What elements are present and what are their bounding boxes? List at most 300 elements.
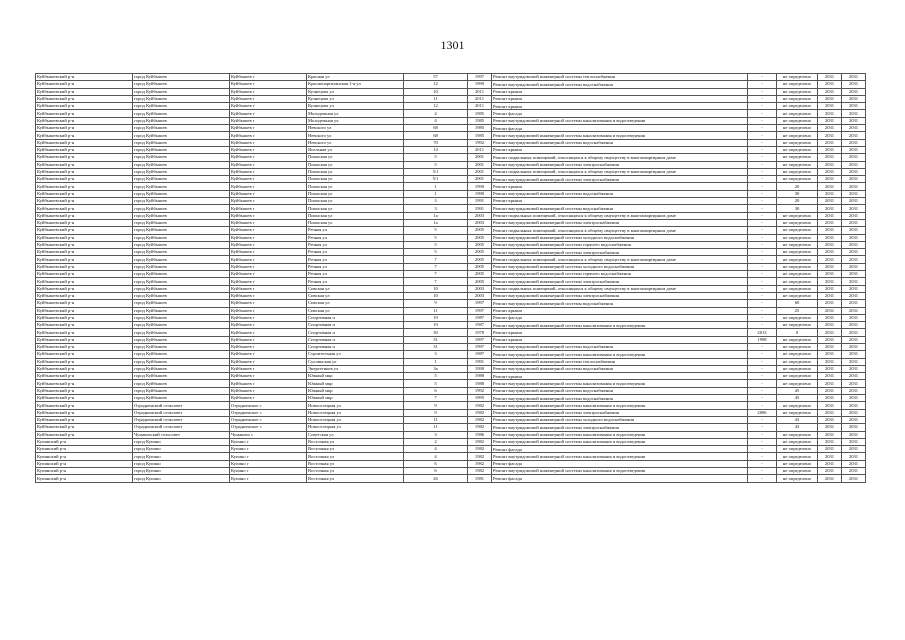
house-cell: 4 xyxy=(404,117,468,124)
municipality-cell: город Куйбышев xyxy=(133,183,230,190)
last-repair-cell: - xyxy=(748,198,777,205)
plan-end-cell: 2031 xyxy=(842,125,866,132)
house-cell: 5 xyxy=(404,241,468,248)
table-row xyxy=(36,139,866,146)
wear-cell: не определено xyxy=(777,103,818,110)
last-repair-cell: - xyxy=(748,351,777,358)
house-cell: 5 xyxy=(404,161,468,168)
plan-end-cell: 2031 xyxy=(842,271,866,278)
table-row xyxy=(36,424,866,431)
district-cell: Куйбышевский р-н xyxy=(36,227,133,234)
district-cell: Куйбышевский р-н xyxy=(36,117,133,124)
house-cell: 14 xyxy=(404,146,468,153)
year-built-cell: 1988 xyxy=(468,380,492,387)
table-row xyxy=(36,300,866,307)
district-cell: Куйбышевский р-н xyxy=(36,168,133,175)
work-type-cell: Ремонт подвальных помещений, относящихся к общему имуществу в многоквартирном доме xyxy=(492,154,748,161)
district-cell: Куйбышевский р-н xyxy=(36,198,133,205)
work-type-cell: Ремонт внутридомовой инженерной системы электроснабжения xyxy=(492,161,748,168)
year-built-cell: 1985 xyxy=(468,110,492,117)
table-row xyxy=(36,146,866,153)
work-type-cell: Ремонт крыши xyxy=(492,183,748,190)
last-repair-cell: - xyxy=(748,183,777,190)
plan-end-cell: 2031 xyxy=(842,409,866,416)
house-cell: 68 xyxy=(404,125,468,132)
street-cell: Пионская ул xyxy=(307,154,404,161)
work-type-cell: Ремонт крыши xyxy=(492,336,748,343)
plan-end-cell: 2031 xyxy=(842,285,866,292)
district-cell: Куйбышевский р-н xyxy=(36,139,133,146)
house-cell: 7 xyxy=(404,395,468,402)
plan-start-cell: 2031 xyxy=(818,343,842,350)
district-cell: Купинский р-н xyxy=(36,446,133,453)
year-built-cell: 1997 xyxy=(468,336,492,343)
municipality-cell: город Купино xyxy=(133,475,230,482)
work-type-cell: Ремонт внутридомовой инженерной системы электроснабжения xyxy=(492,278,748,285)
work-type-cell: Ремонт внутридомовой инженерной системы электроснабжения xyxy=(492,176,748,183)
municipality-cell: город Куйбышев xyxy=(133,110,230,117)
district-cell: Куйбышевский р-н xyxy=(36,110,133,117)
settlement-cell: Купино г xyxy=(230,460,307,467)
last-repair-cell: - xyxy=(748,212,777,219)
settlement-cell: Куйбышев г xyxy=(230,88,307,95)
municipality-cell: город Куйбышев xyxy=(133,161,230,168)
last-repair-cell: - xyxy=(748,438,777,445)
municipality-cell: город Куйбышев xyxy=(133,387,230,394)
wear-cell: 43 xyxy=(777,424,818,431)
district-cell: Куйбышевский р-н xyxy=(36,292,133,299)
wear-cell: не определено xyxy=(777,380,818,387)
wear-cell: не определено xyxy=(777,322,818,329)
settlement-cell: Купино г xyxy=(230,438,307,445)
settlement-cell: Куйбышев г xyxy=(230,227,307,234)
settlement-cell: Куйбышев г xyxy=(230,358,307,365)
last-repair-cell: - xyxy=(748,395,777,402)
last-repair-cell: - xyxy=(748,373,777,380)
district-cell: Куйбышевский р-н xyxy=(36,74,133,81)
year-built-cell: 1992 xyxy=(468,139,492,146)
last-repair-cell: - xyxy=(748,307,777,314)
settlement-cell: Куйбышев г xyxy=(230,183,307,190)
table-row xyxy=(36,278,866,285)
municipality-cell: Отрадненский сельсовет xyxy=(133,402,230,409)
wear-cell: не определено xyxy=(777,285,818,292)
house-cell: 3а xyxy=(404,365,468,372)
plan-end-cell: 2031 xyxy=(842,322,866,329)
table-row xyxy=(36,358,866,365)
year-built-cell: 1982 xyxy=(468,402,492,409)
municipality-cell: город Куйбышев xyxy=(133,329,230,336)
settlement-cell: Отрадненское с xyxy=(230,416,307,423)
municipality-cell: город Куйбышев xyxy=(133,307,230,314)
plan-start-cell: 2031 xyxy=(818,336,842,343)
work-type-cell: Ремонт крыши xyxy=(492,329,748,336)
settlement-cell: Куйбышев г xyxy=(230,139,307,146)
settlement-cell: Куйбышев г xyxy=(230,103,307,110)
work-type-cell: Ремонт внутридомовой инженерной системы канализования и водоотведения xyxy=(492,431,748,438)
plan-end-cell: 2031 xyxy=(842,234,866,241)
page-number: 1301 xyxy=(440,38,465,52)
work-type-cell: Ремонт внутридомовой инженерной системы горячего водоснабжения xyxy=(492,241,748,248)
year-built-cell: 2001 xyxy=(468,168,492,175)
plan-start-cell: 2031 xyxy=(818,81,842,88)
wear-cell: не определено xyxy=(777,402,818,409)
house-cell: 68 xyxy=(404,132,468,139)
last-repair-cell: - xyxy=(748,139,777,146)
street-cell: Пионская ул xyxy=(307,176,404,183)
last-repair-cell: - xyxy=(748,103,777,110)
settlement-cell: Куйбышев г xyxy=(230,168,307,175)
district-cell: Куйбышевский р-н xyxy=(36,409,133,416)
settlement-cell: Куйбышев г xyxy=(230,95,307,102)
municipality-cell: город Куйбышев xyxy=(133,81,230,88)
wear-cell: 30 xyxy=(777,190,818,197)
last-repair-cell: - xyxy=(748,95,777,102)
wear-cell: не определено xyxy=(777,154,818,161)
plan-start-cell: 2031 xyxy=(818,183,842,190)
house-cell: 3 xyxy=(404,205,468,212)
district-cell: Куйбышевский р-н xyxy=(36,154,133,161)
work-type-cell: Ремонт внутридомовой инженерной системы водоснабжения xyxy=(492,139,748,146)
year-built-cell: 2003 xyxy=(468,285,492,292)
street-cell: Южный мкр xyxy=(307,395,404,402)
plan-start-cell: 2031 xyxy=(818,453,842,460)
street-cell: Сивская ул xyxy=(307,292,404,299)
settlement-cell: Куйбышев г xyxy=(230,387,307,394)
last-repair-cell: - xyxy=(748,285,777,292)
year-built-cell: 2003 xyxy=(468,292,492,299)
plan-end-cell: 2031 xyxy=(842,190,866,197)
municipality-cell: город Куйбышев xyxy=(133,205,230,212)
house-cell: 12 xyxy=(404,81,468,88)
last-repair-cell: - xyxy=(748,190,777,197)
municipality-cell: город Куйбышев xyxy=(133,198,230,205)
wear-cell: не определено xyxy=(777,431,818,438)
wear-cell: не определено xyxy=(777,351,818,358)
district-cell: Куйбышевский р-н xyxy=(36,329,133,336)
settlement-cell: Куйбышев г xyxy=(230,351,307,358)
last-repair-cell: - xyxy=(748,343,777,350)
work-type-cell: Ремонт внутридомовой инженерной системы канализования и водоотведения xyxy=(492,380,748,387)
plan-start-cell: 2031 xyxy=(818,431,842,438)
wear-cell: не определено xyxy=(777,292,818,299)
settlement-cell: Куйбышев г xyxy=(230,365,307,372)
municipality-cell: город Куйбышев xyxy=(133,103,230,110)
work-type-cell: Ремонт внутридомовой инженерной системы водоснабжения xyxy=(492,365,748,372)
street-cell: Речная ул xyxy=(307,271,404,278)
last-repair-cell: - xyxy=(748,453,777,460)
table-row xyxy=(36,373,866,380)
district-cell: Куйбышевский р-н xyxy=(36,395,133,402)
plan-start-cell: 2031 xyxy=(818,256,842,263)
last-repair-cell: - xyxy=(748,365,777,372)
plan-end-cell: 2031 xyxy=(842,263,866,270)
street-cell: Сивская ул xyxy=(307,300,404,307)
work-type-cell: Ремонт внутридомовой инженерной системы теплоснабжения xyxy=(492,74,748,81)
work-type-cell: Ремонт крыши xyxy=(492,146,748,153)
plan-end-cell: 2031 xyxy=(842,446,866,453)
street-cell: Речная ул xyxy=(307,227,404,234)
work-type-cell: Ремонт внутридомовой инженерной системы канализования и водоотведения xyxy=(492,132,748,139)
plan-end-cell: 2031 xyxy=(842,103,866,110)
year-built-cell: 2003 xyxy=(468,219,492,226)
municipality-cell: город Куйбышев xyxy=(133,322,230,329)
district-cell: Куйбышевский р-н xyxy=(36,416,133,423)
municipality-cell: город Куйбышев xyxy=(133,132,230,139)
district-cell: Куйбышевский р-н xyxy=(36,212,133,219)
municipality-cell: Чумаковский сельсовет xyxy=(133,431,230,438)
year-built-cell: 1985 xyxy=(468,132,492,139)
table-row xyxy=(36,460,866,467)
plan-end-cell: 2031 xyxy=(842,88,866,95)
last-repair-cell: - xyxy=(748,154,777,161)
table-row xyxy=(36,132,866,139)
plan-end-cell: 2031 xyxy=(842,460,866,467)
district-cell: Куйбышевский р-н xyxy=(36,424,133,431)
plan-start-cell: 2031 xyxy=(818,380,842,387)
plan-end-cell: 2031 xyxy=(842,227,866,234)
wear-cell: не определено xyxy=(777,139,818,146)
house-cell: 9 xyxy=(404,300,468,307)
table-row xyxy=(36,168,866,175)
house-cell: 11 xyxy=(404,416,468,423)
plan-start-cell: 2031 xyxy=(818,278,842,285)
street-cell: Строительная ул xyxy=(307,351,404,358)
last-repair-cell: - xyxy=(748,117,777,124)
last-repair-cell: 2006 xyxy=(748,409,777,416)
table-row xyxy=(36,154,866,161)
street-cell: Молодежная ул xyxy=(307,110,404,117)
last-repair-cell: - xyxy=(748,416,777,423)
municipality-cell: город Купино xyxy=(133,468,230,475)
district-cell: Куйбышевский р-н xyxy=(36,241,133,248)
street-cell: Южный мкр xyxy=(307,387,404,394)
district-cell: Куйбышевский р-н xyxy=(36,336,133,343)
last-repair-cell: - xyxy=(748,81,777,88)
settlement-cell: Куйбышев г xyxy=(230,234,307,241)
municipality-cell: город Куйбышев xyxy=(133,212,230,219)
street-cell: Пионская ул xyxy=(307,183,404,190)
street-cell: Советская ул xyxy=(307,431,404,438)
street-cell: Речная ул xyxy=(307,278,404,285)
table-row xyxy=(36,351,866,358)
year-built-cell: 2005 xyxy=(468,234,492,241)
last-repair-cell: - xyxy=(748,278,777,285)
house-cell: 12 xyxy=(404,103,468,110)
district-cell: Куйбышевский р-н xyxy=(36,103,133,110)
settlement-cell: Куйбышев г xyxy=(230,263,307,270)
last-repair-cell: - xyxy=(748,176,777,183)
street-cell: Сивская ул xyxy=(307,307,404,314)
plan-start-cell: 2031 xyxy=(818,365,842,372)
district-cell: Куйбышевский р-н xyxy=(36,380,133,387)
year-built-cell: 1990 xyxy=(468,365,492,372)
work-type-cell: Ремонт крыши xyxy=(492,95,748,102)
house-cell: 19 xyxy=(404,314,468,321)
wear-cell: не определено xyxy=(777,278,818,285)
table-row xyxy=(36,183,866,190)
municipality-cell: город Куйбышев xyxy=(133,271,230,278)
last-repair-cell: - xyxy=(748,205,777,212)
plan-end-cell: 2031 xyxy=(842,117,866,124)
house-cell: 70 xyxy=(404,139,468,146)
settlement-cell: Куйбышев г xyxy=(230,395,307,402)
house-cell: 9 xyxy=(404,402,468,409)
wear-cell: не определено xyxy=(777,438,818,445)
last-repair-cell: - xyxy=(748,460,777,467)
table-row xyxy=(36,103,866,110)
plan-start-cell: 2031 xyxy=(818,329,842,336)
plan-end-cell: 2031 xyxy=(842,373,866,380)
table-row xyxy=(36,241,866,248)
municipality-cell: город Куйбышев xyxy=(133,117,230,124)
settlement-cell: Куйбышев г xyxy=(230,307,307,314)
table-row xyxy=(36,205,866,212)
last-repair-cell: - xyxy=(748,358,777,365)
last-repair-cell: - xyxy=(748,424,777,431)
plan-end-cell: 2031 xyxy=(842,343,866,350)
municipality-cell: город Куйбышев xyxy=(133,227,230,234)
house-cell: 31 xyxy=(404,343,468,350)
district-cell: Куйбышевский р-н xyxy=(36,285,133,292)
street-cell: Речная ул xyxy=(307,256,404,263)
house-cell: 6 xyxy=(404,468,468,475)
wear-cell: не определено xyxy=(777,168,818,175)
year-built-cell: 1987 xyxy=(468,314,492,321)
street-cell: Красная ул xyxy=(307,74,404,81)
plan-end-cell: 2031 xyxy=(842,241,866,248)
table-row xyxy=(36,219,866,226)
wear-cell: не определено xyxy=(777,336,818,343)
last-repair-cell: - xyxy=(748,387,777,394)
work-type-cell: Ремонт внутридомовой инженерной системы холодного водоснабжения xyxy=(492,263,748,270)
wear-cell: не определено xyxy=(777,117,818,124)
district-cell: Купинский р-н xyxy=(36,468,133,475)
street-cell: Кузнецова ул xyxy=(307,88,404,95)
house-cell: 11 xyxy=(404,424,468,431)
street-cell: Краснопартизанская 1-я ул xyxy=(307,81,404,88)
settlement-cell: Купино г xyxy=(230,446,307,453)
table-row xyxy=(36,431,866,438)
table-row xyxy=(36,212,866,219)
plan-start-cell: 2031 xyxy=(818,438,842,445)
house-cell: 1 xyxy=(404,183,468,190)
work-type-cell: Ремонт фасада xyxy=(492,314,748,321)
plan-start-cell: 2031 xyxy=(818,475,842,482)
plan-end-cell: 2031 xyxy=(842,256,866,263)
settlement-cell: Отрадненское с xyxy=(230,424,307,431)
plan-start-cell: 2031 xyxy=(818,263,842,270)
street-cell: Речная ул xyxy=(307,263,404,270)
plan-start-cell: 2031 xyxy=(818,95,842,102)
year-built-cell: 1990 xyxy=(468,190,492,197)
plan-end-cell: 2031 xyxy=(842,154,866,161)
municipality-cell: город Куйбышев xyxy=(133,249,230,256)
plan-end-cell: 2031 xyxy=(842,416,866,423)
street-cell: Восточная ул xyxy=(307,475,404,482)
district-cell: Куйбышевский р-н xyxy=(36,176,133,183)
last-repair-cell: - xyxy=(748,88,777,95)
work-type-cell: Ремонт подвальных помещений, относящихся к общему имуществу в многоквартирном доме xyxy=(492,227,748,234)
work-type-cell: Ремонт крыши xyxy=(492,88,748,95)
street-cell: Спортивная п xyxy=(307,343,404,350)
work-type-cell: Ремонт внутридомовой инженерной системы водоснабжения xyxy=(492,300,748,307)
plan-start-cell: 2031 xyxy=(818,132,842,139)
last-repair-cell: - xyxy=(748,300,777,307)
work-type-cell: Ремонт внутридомовой инженерной системы горячего водоснабжения xyxy=(492,271,748,278)
plan-end-cell: 2031 xyxy=(842,139,866,146)
house-cell: 7 xyxy=(404,278,468,285)
house-cell: 1 xyxy=(404,358,468,365)
street-cell: Ясельная ул xyxy=(307,146,404,153)
street-cell: Спортивная п xyxy=(307,322,404,329)
last-repair-cell: - xyxy=(748,431,777,438)
work-type-cell: Ремонт внутридомовой инженерной системы холодного водоснабжения xyxy=(492,416,748,423)
last-repair-cell: - xyxy=(748,322,777,329)
plan-end-cell: 2031 xyxy=(842,358,866,365)
year-built-cell: 1982 xyxy=(468,468,492,475)
settlement-cell: Купино г xyxy=(230,468,307,475)
house-cell: 31 xyxy=(404,336,468,343)
district-cell: Куйбышевский р-н xyxy=(36,307,133,314)
last-repair-cell: - xyxy=(748,125,777,132)
house-cell: 1а xyxy=(404,219,468,226)
wear-cell: не определено xyxy=(777,373,818,380)
settlement-cell: Куйбышев г xyxy=(230,146,307,153)
last-repair-cell: - xyxy=(748,74,777,81)
plan-end-cell: 2031 xyxy=(842,161,866,168)
district-cell: Купинский р-н xyxy=(36,475,133,482)
wear-cell: 25 xyxy=(777,307,818,314)
plan-end-cell: 2031 xyxy=(842,205,866,212)
wear-cell: не определено xyxy=(777,74,818,81)
district-cell: Куйбышевский р-н xyxy=(36,263,133,270)
settlement-cell: Купино г xyxy=(230,453,307,460)
municipality-cell: город Куйбышев xyxy=(133,343,230,350)
table-row xyxy=(36,234,866,241)
wear-cell: не определено xyxy=(777,358,818,365)
municipality-cell: город Куйбышев xyxy=(133,146,230,153)
settlement-cell: Куйбышев г xyxy=(230,161,307,168)
settlement-cell: Куйбышев г xyxy=(230,117,307,124)
settlement-cell: Куйбышев г xyxy=(230,198,307,205)
district-cell: Куйбышевский р-н xyxy=(36,81,133,88)
work-type-cell: Ремонт внутридомовой инженерной системы холодного водоснабжения xyxy=(492,234,748,241)
year-built-cell: 2001 xyxy=(468,154,492,161)
plan-start-cell: 2031 xyxy=(818,395,842,402)
last-repair-cell: - xyxy=(748,475,777,482)
settlement-cell: Куйбышев г xyxy=(230,125,307,132)
wear-cell: 30 xyxy=(777,205,818,212)
street-cell: Новоселецкая ул xyxy=(307,409,404,416)
work-type-cell: Ремонт подвальных помещений, относящихся к общему имуществу в многоквартирном доме xyxy=(492,168,748,175)
settlement-cell: Куйбышев г xyxy=(230,380,307,387)
last-repair-cell: 2013 xyxy=(748,329,777,336)
work-type-cell: Ремонт внутридомовой инженерной системы электроснабжения xyxy=(492,409,748,416)
street-cell: Южный мкр xyxy=(307,380,404,387)
plan-start-cell: 2031 xyxy=(818,387,842,394)
street-cell: Пионская ул xyxy=(307,161,404,168)
work-type-cell: Ремонт крыши xyxy=(492,198,748,205)
wear-cell: не определено xyxy=(777,271,818,278)
plan-start-cell: 2031 xyxy=(818,154,842,161)
table-row xyxy=(36,395,866,402)
street-cell: Новоселецкая ул xyxy=(307,424,404,431)
wear-cell: не определено xyxy=(777,256,818,263)
house-cell: 6 xyxy=(404,387,468,394)
table-row xyxy=(36,343,866,350)
plan-start-cell: 2031 xyxy=(818,409,842,416)
